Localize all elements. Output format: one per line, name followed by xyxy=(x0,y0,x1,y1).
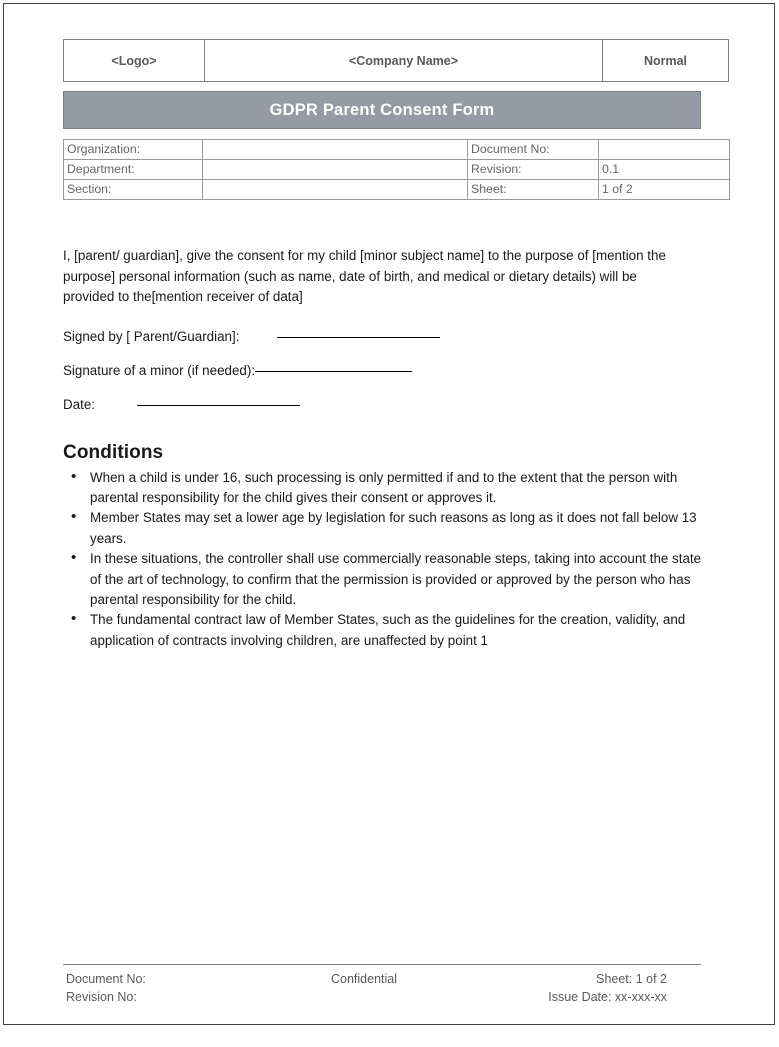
list-item: • In these situations, the controller shall use commercially reasonable steps, taking into account the state of the art of technology, to confirm that the permission is provided or approved by the person who has parental responsibility for the child. xyxy=(63,549,715,610)
footer-content xyxy=(63,970,701,1004)
date-row xyxy=(63,395,689,415)
footer-confidential: Confidential xyxy=(331,972,398,986)
table-row xyxy=(64,180,730,200)
date-label: Date: xyxy=(63,396,96,412)
signature-block xyxy=(63,327,689,415)
page-title: GDPR Parent Consent Form xyxy=(269,100,495,119)
section-label: Section: xyxy=(64,180,203,200)
organization-value[interactable] xyxy=(203,140,468,160)
classification-cell: Normal xyxy=(603,40,729,82)
minor-signature-row xyxy=(63,361,689,381)
sheet-value[interactable]: 1 of 2 xyxy=(599,180,730,200)
footer-sheet: Sheet: 1 of 2 xyxy=(596,972,667,986)
form-body xyxy=(63,246,702,651)
logo-placeholder-cell: <Logo> xyxy=(64,40,205,82)
document-metadata-table xyxy=(63,139,730,200)
minor-signature-label: Signature of a minor (if needed): xyxy=(63,362,256,378)
page-footer xyxy=(63,964,701,1004)
sheet-label: Sheet: xyxy=(468,180,599,200)
conditions-list xyxy=(63,468,702,651)
document-page xyxy=(3,3,775,1025)
parent-signature-line[interactable] xyxy=(277,337,440,338)
table-row xyxy=(64,160,730,180)
consent-paragraph: I, [parent/ guardian], give the consent for my child [minor subject name] to the purpose of [mention the purpose] personal information (such as name, date of birth, and medical or dietary details) will be provided to the[mention receiver of data] xyxy=(63,248,666,304)
table-row xyxy=(64,140,730,160)
footer-revision-no: Revision No: xyxy=(66,990,137,1004)
document-content xyxy=(63,39,701,651)
department-label: Department: xyxy=(64,160,203,180)
section-value[interactable] xyxy=(203,180,468,200)
date-line[interactable] xyxy=(137,405,300,406)
footer-issue-date: Issue Date: xx-xxx-xx xyxy=(548,990,667,1004)
footer-document-no: Document No: xyxy=(66,972,146,986)
list-item: • The fundamental contract law of Member States, such as the guidelines for the creation, validity, and application of contracts involving children, are unaffected by point 1 xyxy=(63,610,700,650)
document-no-value[interactable] xyxy=(599,140,730,160)
form-title-banner xyxy=(63,91,701,129)
revision-label: Revision: xyxy=(468,160,599,180)
document-no-label: Document No: xyxy=(468,140,599,160)
footer-divider xyxy=(63,964,701,965)
organization-label: Organization: xyxy=(64,140,203,160)
revision-value[interactable]: 0.1 xyxy=(599,160,730,180)
minor-signature-line[interactable] xyxy=(255,371,412,372)
parent-signature-row xyxy=(63,327,689,347)
list-item: • When a child is under 16, such processing is only permitted if and to the extent that the person with parental responsibility for the child gives their consent or approves it. xyxy=(63,468,715,508)
list-item: • Member States may set a lower age by legislation for such reasons as long as it does not fall below 13 years. xyxy=(63,508,708,548)
department-value[interactable] xyxy=(203,160,468,180)
company-name-cell: <Company Name> xyxy=(205,40,603,82)
conditions-heading: Conditions xyxy=(63,441,164,463)
header-identification-table xyxy=(63,39,729,82)
parent-signature-label: Signed by [ Parent/Guardian]: xyxy=(63,328,240,344)
table-row xyxy=(64,40,729,82)
